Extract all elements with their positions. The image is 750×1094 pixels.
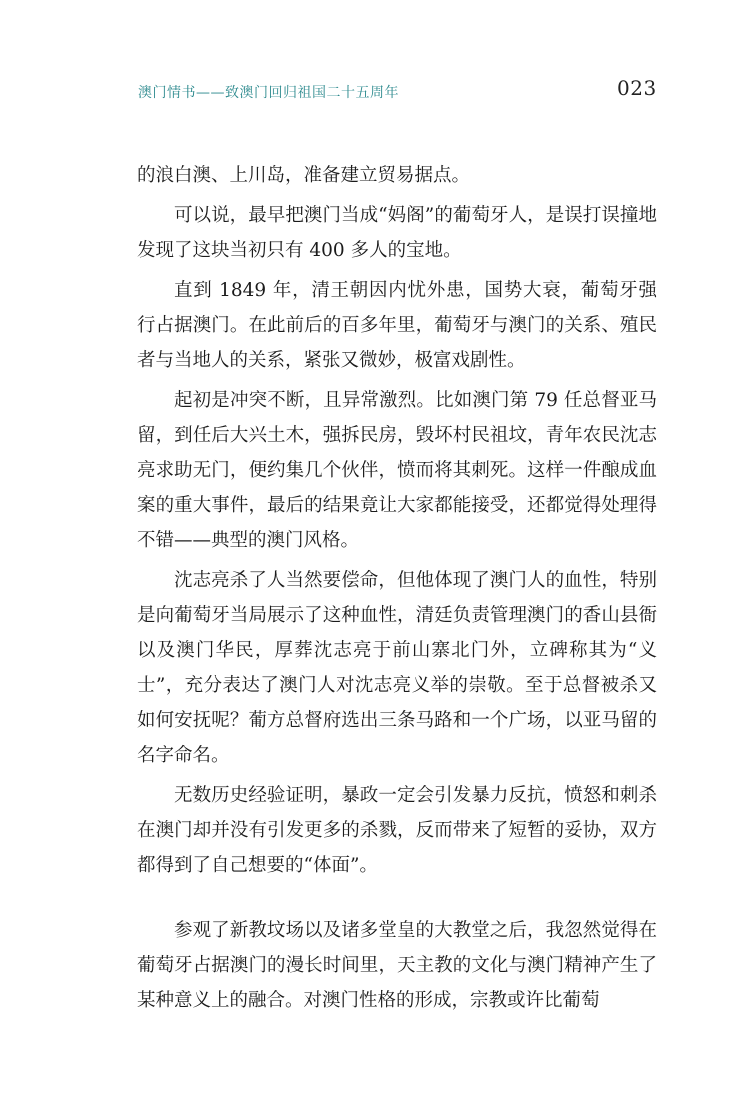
paragraph-continued: 的浪白澳、上川岛，准备建立贸易据点。	[137, 165, 471, 186]
paragraph: 可以说，最早把澳门当成“妈阁”的葡萄牙人，是误打误撞地发现了这块当初只有 400 多人的宝地。	[137, 205, 657, 261]
paragraph: 沈志亮杀了人当然要偿命，但他体现了澳门人的血性，特别是向葡萄牙当局展示了这种血性，清廷负责管理澳门的香山县衙以及澳门华民，厚葬沈志亮于前山寨北门外，立碑称其为“义士”，充分表达了澳门人对沈志亮义举的崇敬。至于总督被杀又如何安抚呢？葡方总督府选出三条马路和一个广场，以亚马留的名字命名。	[137, 570, 657, 766]
running-header-title: 澳门情书——致澳门回归祖国二十五周年	[138, 85, 399, 101]
paragraph: 起初是冲突不断，且异常激烈。比如澳门第 79 任总督亚马留，到任后大兴土木，强拆民房，毁坏村民祖坟，青年农民沈志亮求助无门，便约集几个伙伴，愤而将其刺死。这样一件酿成血案的重大事件，最后的结果竟让大家都能接受，还都觉得处理得不错——典型的澳门风格。	[137, 390, 657, 551]
page-number: 023	[617, 76, 657, 100]
paragraph: 无数历史经验证明，暴政一定会引发暴力反抗，愤怒和刺杀在澳门却并没有引发更多的杀戮，反而带来了短暂的妥协，双方都得到了自己想要的“体面”。	[137, 785, 657, 876]
body-text	[137, 158, 657, 1023]
paragraph-new-section: 参观了新教坟场以及诸多堂皇的大教堂之后，我忽然觉得在葡萄牙占据澳门的漫长时间里，天主教的文化与澳门精神产生了某种意义上的融合。对澳门性格的形成，宗教或许比葡萄	[137, 920, 657, 1011]
paragraph: 直到 1849 年，清王朝因内忧外患，国势大衰，葡萄牙强行占据澳门。在此前后的百多年里，葡萄牙与澳门的关系、殖民者与当地人的关系，紧张又微妙，极富戏剧性。	[137, 280, 657, 371]
